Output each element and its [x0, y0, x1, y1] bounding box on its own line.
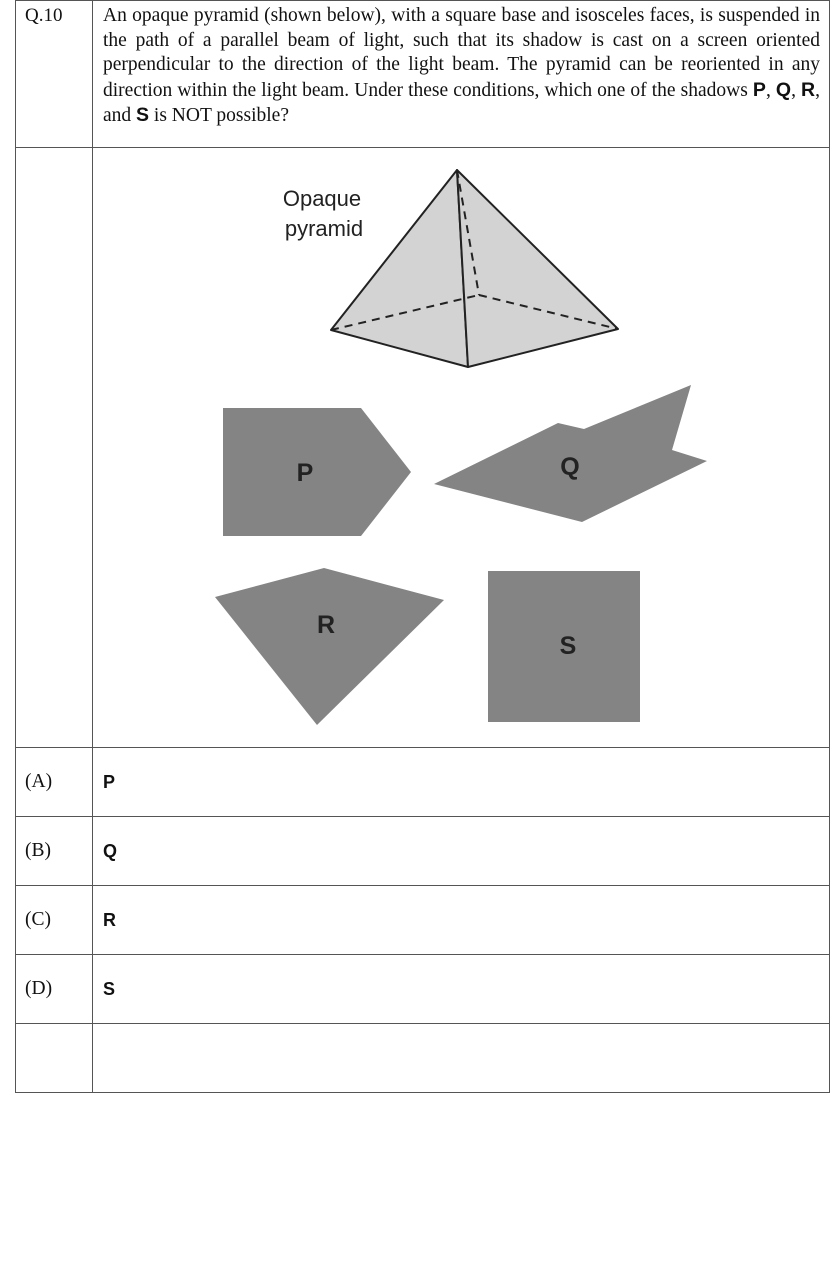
option-d-row[interactable]	[16, 955, 830, 1024]
shadow-ref-r: R	[801, 78, 816, 101]
option-a-row[interactable]	[16, 748, 830, 817]
shadow-r-shape	[215, 568, 444, 725]
option-d-label: (D)	[25, 978, 53, 999]
option-a-value: P	[103, 771, 116, 792]
option-c-value: R	[103, 909, 116, 930]
option-d-value: S	[103, 978, 116, 999]
question-number: Q.10	[25, 5, 63, 26]
empty-row	[16, 1024, 830, 1093]
option-b-value: Q	[103, 840, 118, 861]
option-b-label: (B)	[25, 840, 51, 861]
shadow-ref-p: P	[752, 78, 766, 101]
shadow-p-label: P	[296, 459, 314, 487]
option-c-row[interactable]	[16, 886, 830, 955]
option-c-label: (C)	[25, 909, 51, 930]
shadow-s	[488, 571, 640, 722]
shadow-p	[223, 408, 411, 536]
question-table	[15, 0, 830, 1093]
shadow-r	[215, 568, 444, 725]
shadow-q	[434, 385, 707, 522]
shadow-ref-q: Q	[775, 78, 792, 101]
shadow-r-label: R	[316, 611, 336, 639]
pyramid-right-face	[457, 170, 618, 367]
shadow-q-label: Q	[560, 453, 580, 481]
pyramid-drawing	[283, 170, 618, 367]
question-row	[16, 1, 830, 148]
shadow-p-shape	[223, 408, 411, 536]
option-a-label: (A)	[25, 771, 53, 792]
pyramid-label-line1: Opaque	[282, 186, 362, 211]
question-text: An opaque pyramid (shown below), with a square base and isosceles faces, is suspended in the path of a parallel beam of light, such that its shadow is cast on a screen oriented perpendicular to the direction of the light beam. The pyramid can be reoriented in any direction within the light beam. Under these conditions, which one of the shadows P, Q, R, and S is NOT possible?	[103, 5, 821, 126]
figure	[93, 148, 830, 747]
shadow-s-label: S	[559, 632, 577, 660]
pyramid-label-line2: pyramid	[284, 216, 364, 241]
shadow-ref-s: S	[136, 104, 150, 126]
option-b-row[interactable]	[16, 817, 830, 886]
figure-row	[16, 148, 830, 748]
